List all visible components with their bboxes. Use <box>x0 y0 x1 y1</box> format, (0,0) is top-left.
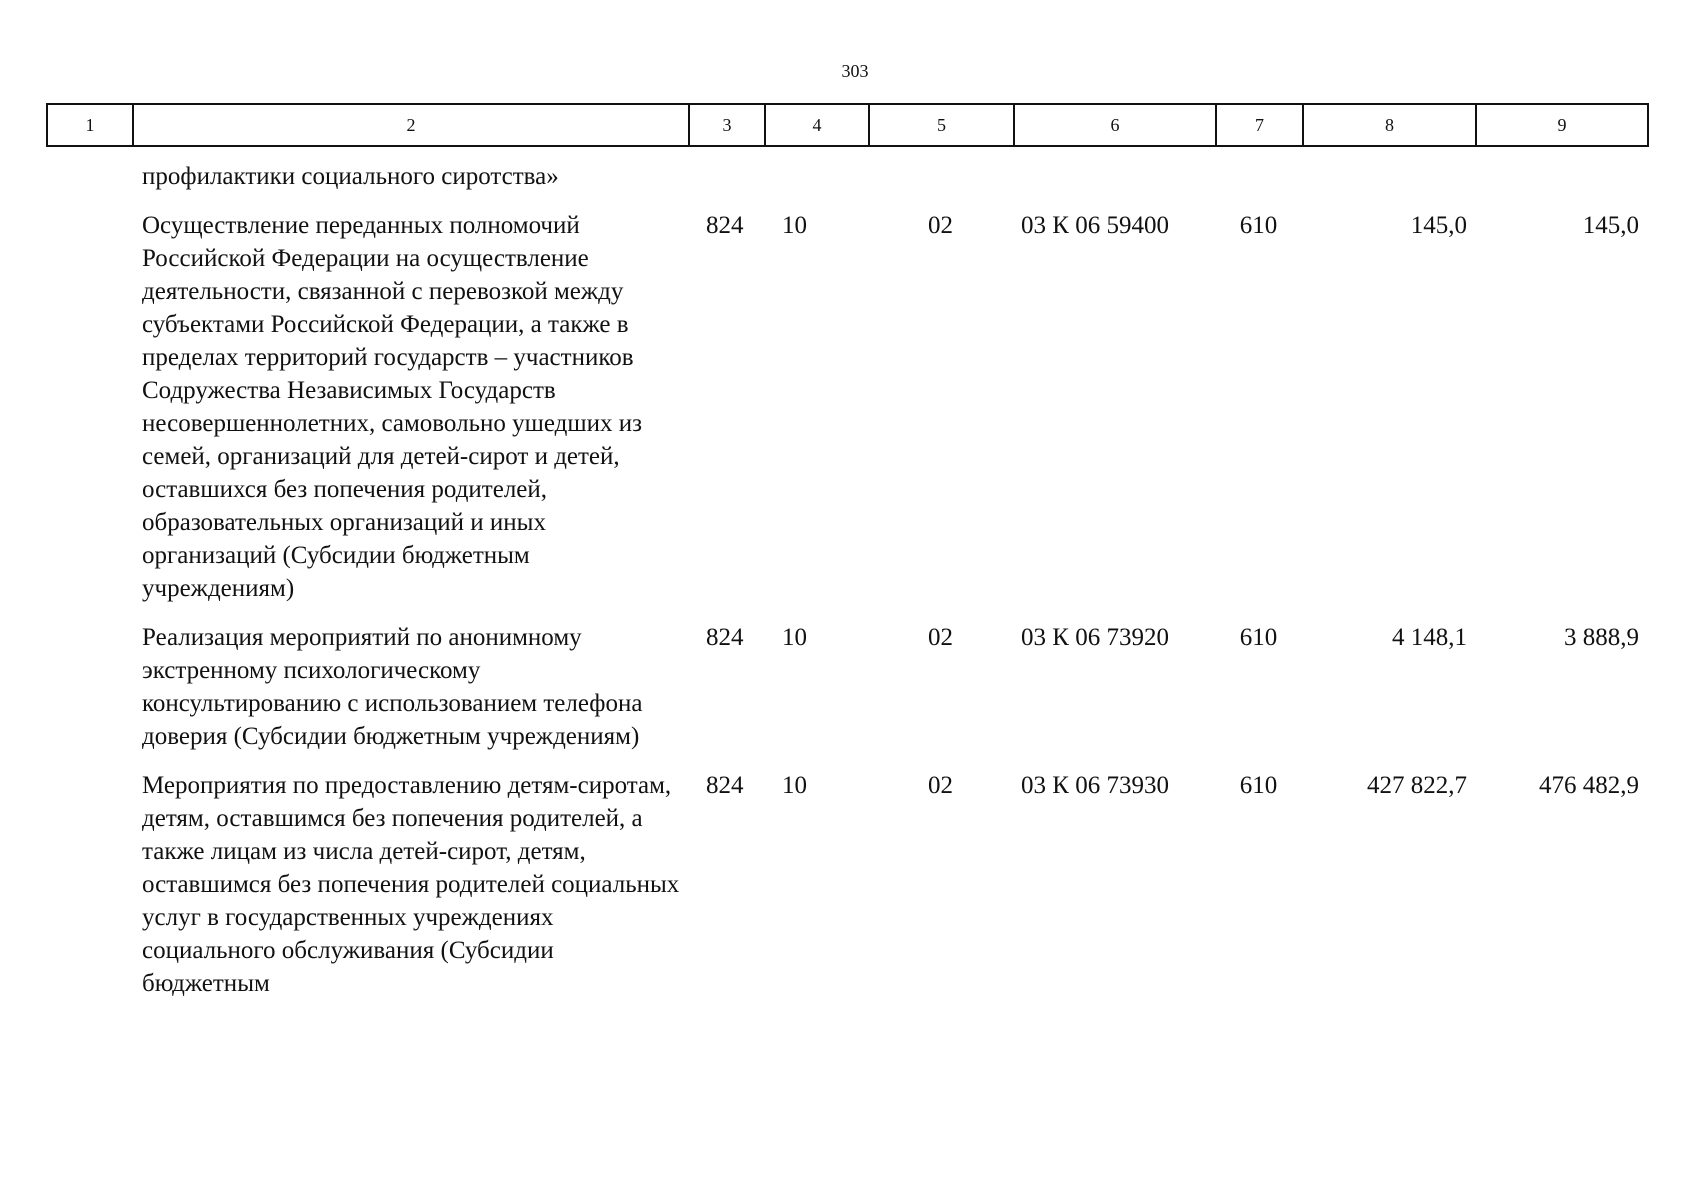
row-amount-col9: 476 482,9 <box>1539 772 1640 799</box>
column-header-9: 9 <box>1476 104 1648 146</box>
continuation-row <box>46 160 1647 209</box>
row-section-code: 10 <box>782 212 808 239</box>
row-amount-col8: 4 148,1 <box>1392 624 1468 651</box>
table-row <box>46 209 1647 621</box>
column-header-row <box>47 104 1648 146</box>
row-admin-code: 824 <box>706 624 744 651</box>
row-description: Осуществление переданных полномочий Российской Федерации на осуществление деятельности, связанной с перевозкой между субъектами Российской Федерации, а также в пределах территорий государств – участников Содружества Независимых Государств несовершеннолетних, самовольно ушедших из семей, организаций для детей-сирот и детей, оставшихся без попечения родителей, образовательных организаций и иных организаций (Субсидии бюджетным учреждениям) <box>142 212 642 602</box>
column-header-table <box>46 103 1649 147</box>
row-admin-code: 824 <box>706 772 744 799</box>
column-header-5: 5 <box>869 104 1014 146</box>
row-amount-col9: 145,0 <box>1582 212 1640 239</box>
row-target-article: 03 К 06 59400 <box>1021 212 1169 239</box>
row-subsection-code: 02 <box>928 624 954 651</box>
row-expense-type: 610 <box>1239 212 1278 239</box>
continuation-text: профилактики социального сиротства» <box>142 163 559 190</box>
table-row <box>46 621 1647 769</box>
row-section-code: 10 <box>782 772 808 799</box>
column-header-4: 4 <box>765 104 869 146</box>
budget-table-body <box>46 160 1647 1000</box>
row-target-article: 03 К 06 73930 <box>1021 772 1169 799</box>
row-amount-col8: 427 822,7 <box>1367 772 1468 799</box>
row-amount-col9: 3 888,9 <box>1564 624 1640 651</box>
row-amount-col8: 145,0 <box>1410 212 1468 239</box>
row-subsection-code: 02 <box>928 212 954 239</box>
row-section-code: 10 <box>782 624 808 651</box>
column-header-1: 1 <box>47 104 133 146</box>
row-admin-code: 824 <box>706 212 744 239</box>
row-expense-type: 610 <box>1239 772 1278 799</box>
row-target-article: 03 К 06 73920 <box>1021 624 1169 651</box>
column-header-6: 6 <box>1014 104 1216 146</box>
row-subsection-code: 02 <box>928 772 954 799</box>
row-expense-type: 610 <box>1239 624 1278 651</box>
table-row <box>46 769 1647 1000</box>
column-header-7: 7 <box>1216 104 1303 146</box>
column-header-8: 8 <box>1303 104 1476 146</box>
column-header-3: 3 <box>689 104 765 146</box>
column-header-2: 2 <box>133 104 689 146</box>
row-description: Реализация мероприятий по анонимному экстренному психологическому консультированию с использованием телефона доверия (Субсидии бюджетным учреждениям) <box>142 624 643 750</box>
page-number: 303 <box>841 61 869 81</box>
row-description: Мероприятия по предоставлению детям-сиротам, детям, оставшимся без попечения родителей, а также лицам из числа детей-сирот, детям, оставшимся без попечения родителей социальных услуг в государственных учреждениях социального обслуживания (Субсидии бюджетным <box>142 772 680 997</box>
